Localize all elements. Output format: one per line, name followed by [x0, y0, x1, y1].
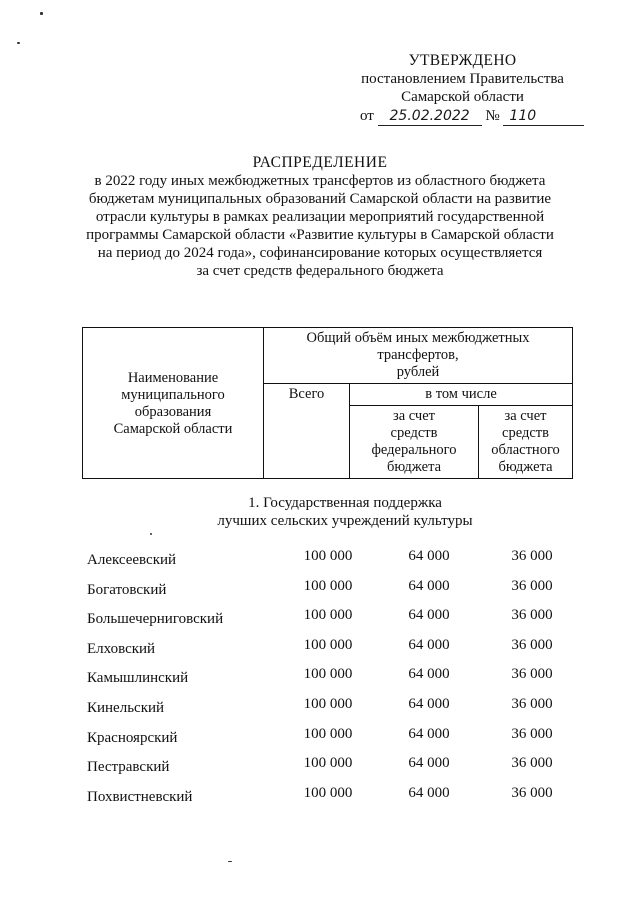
- title-line: отрасли культуры в рамках реализации мероприятий государственной: [95, 209, 545, 225]
- row-total: 100 000: [303, 666, 353, 683]
- approval-heading: УТВЕРЖДЕНО: [408, 52, 517, 69]
- scan-speck: [17, 42, 20, 44]
- table-row: [82, 637, 572, 667]
- header-regional: за счет средств областного бюджета: [479, 406, 573, 479]
- row-regional: 36 000: [511, 636, 553, 653]
- title-line: за счет средств федерального бюджета: [196, 263, 444, 279]
- row-name: Похвистневский: [87, 788, 193, 805]
- row-federal: 64 000: [408, 577, 450, 594]
- approval-line: постановлением Правительства: [361, 71, 564, 87]
- row-federal: 64 000: [408, 695, 450, 712]
- row-name: Богатовский: [87, 581, 167, 598]
- title-main: РАСПРЕДЕЛЕНИЕ: [252, 154, 388, 171]
- title-line: программы Самарской области «Развитие культуры в Самарской области: [86, 227, 554, 243]
- row-name: Большечерниговский: [87, 611, 224, 628]
- table-row: [82, 607, 572, 637]
- table-row: [82, 785, 572, 815]
- table-row: [82, 578, 572, 608]
- scan-speck: [150, 533, 152, 535]
- row-regional: 36 000: [511, 548, 553, 564]
- table-row: [82, 696, 572, 726]
- row-regional: 36 000: [511, 666, 553, 683]
- row-federal: 64 000: [408, 636, 450, 653]
- header-municipality: Наименование муниципального образования Самарской области: [83, 328, 264, 479]
- row-total: 100 000: [303, 577, 353, 594]
- header-total-group: Общий объём иных межбюджетных трансфертов, рублей: [264, 328, 573, 384]
- row-regional: 36 000: [511, 725, 553, 742]
- document-title: [70, 154, 570, 280]
- section-line: лучших сельских учреждений культуры: [217, 513, 473, 529]
- approval-date-line: [360, 107, 570, 126]
- header-federal: за счет средств федерального бюджета: [350, 406, 479, 479]
- row-federal: 64 000: [408, 548, 450, 564]
- approval-line: Самарской области: [401, 89, 524, 105]
- handwritten-date: 25.02.2022: [378, 107, 482, 126]
- table-row: [82, 666, 572, 696]
- scan-speck: [40, 12, 43, 15]
- from-label: от: [360, 108, 374, 124]
- row-federal: 64 000: [408, 725, 450, 742]
- section-heading: [150, 494, 540, 530]
- section-line: 1. Государственная поддержка: [248, 495, 442, 511]
- row-federal: 64 000: [408, 607, 450, 624]
- row-regional: 36 000: [511, 784, 553, 801]
- row-regional: 36 000: [511, 695, 553, 712]
- row-name: Камышлинский: [87, 670, 189, 687]
- header-table: [82, 327, 573, 479]
- title-line: бюджетам муниципальных образований Самарской области на развитие: [88, 191, 552, 207]
- row-name: Красноярский: [87, 729, 178, 746]
- row-name: Алексеевский: [87, 552, 177, 568]
- row-regional: 36 000: [511, 577, 553, 594]
- row-regional: 36 000: [511, 755, 553, 772]
- table-row: [82, 726, 572, 756]
- row-name: Кинельский: [87, 699, 165, 716]
- row-federal: 64 000: [408, 784, 450, 801]
- table-row: [82, 548, 572, 578]
- number-label: №: [485, 108, 500, 124]
- row-regional: 36 000: [511, 607, 553, 624]
- approval-block: [355, 52, 570, 106]
- header-total: Всего: [264, 384, 350, 479]
- row-total: 100 000: [303, 607, 353, 624]
- row-total: 100 000: [303, 548, 353, 564]
- row-federal: 64 000: [408, 755, 450, 772]
- title-line: в 2022 году иных межбюджетных трансфертов из областного бюджета: [94, 173, 546, 189]
- table-row: [82, 755, 572, 785]
- row-total: 100 000: [303, 636, 353, 653]
- handwritten-number: 110: [503, 107, 584, 126]
- scan-speck: [228, 861, 232, 862]
- row-total: 100 000: [303, 755, 353, 772]
- data-rows: [82, 548, 572, 814]
- row-name: Пестравский: [87, 759, 170, 776]
- row-total: 100 000: [303, 695, 353, 712]
- row-federal: 64 000: [408, 666, 450, 683]
- title-line: на период до 2024 года», софинансирование которых осуществляется: [97, 245, 543, 261]
- header-including: в том числе: [350, 384, 573, 406]
- row-total: 100 000: [303, 725, 353, 742]
- row-total: 100 000: [303, 784, 353, 801]
- row-name: Елховский: [87, 640, 156, 657]
